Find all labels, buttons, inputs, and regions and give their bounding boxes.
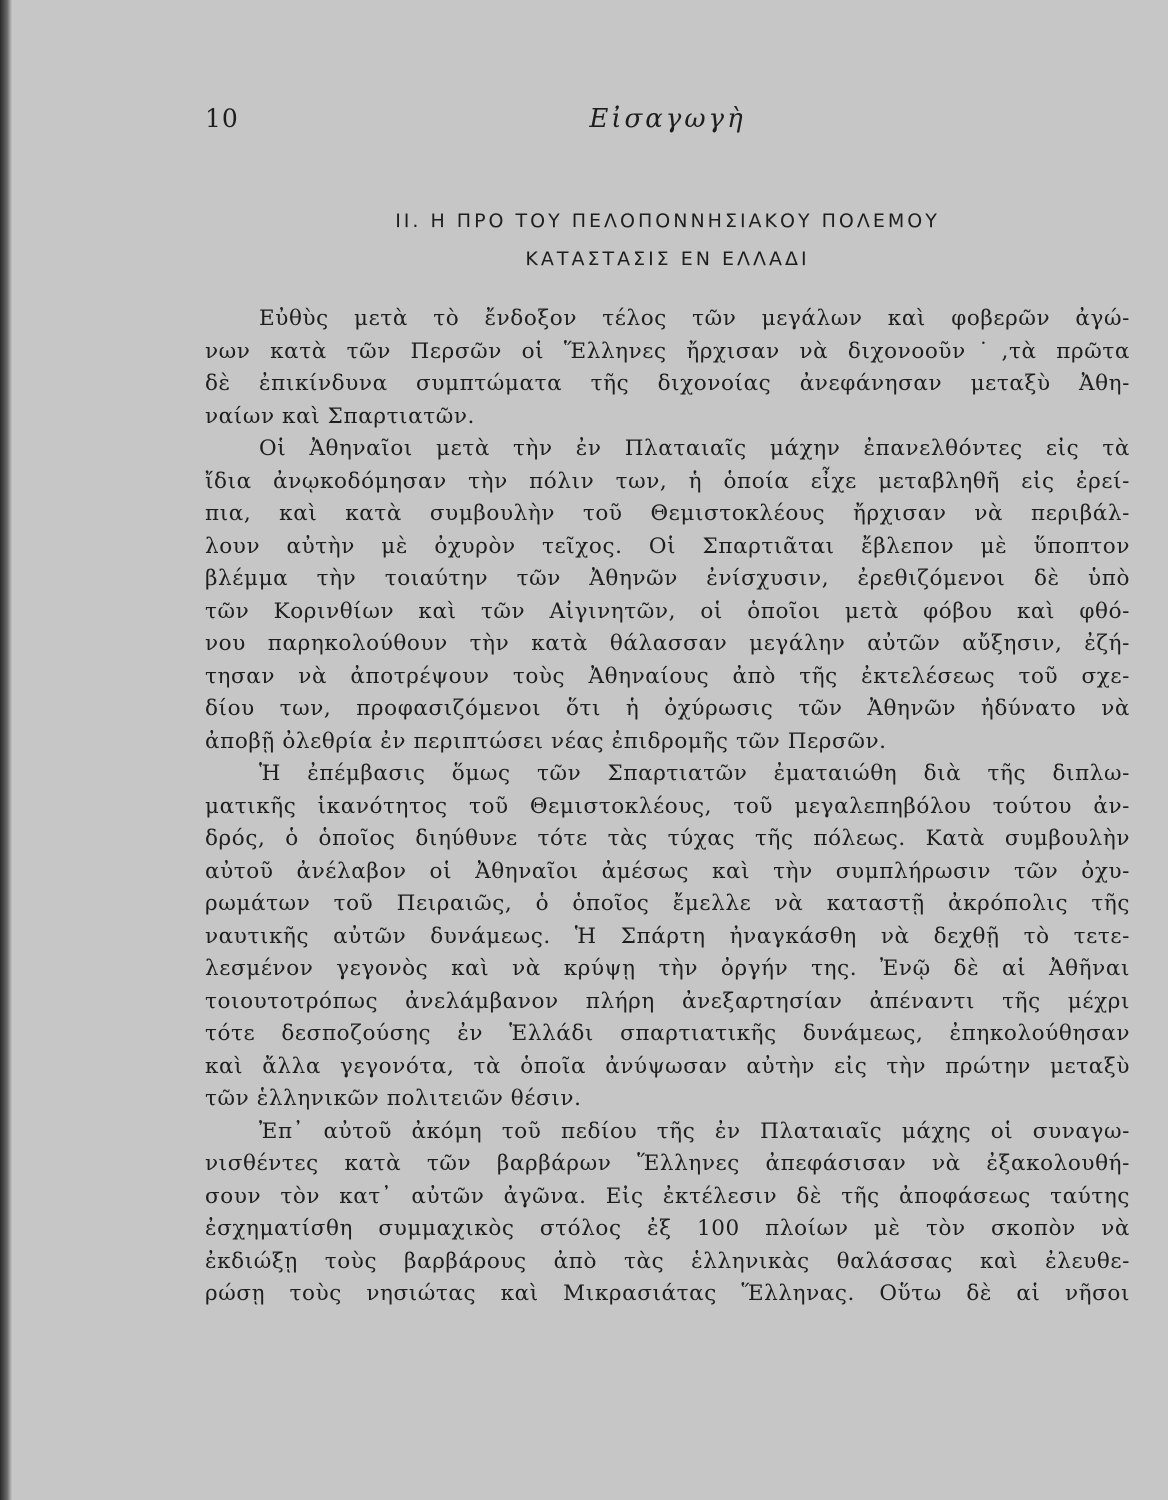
text-line: Εὐθὺς μετὰ τὸ ἔνδοξον τέλος τῶν μεγάλων καὶ φοβερῶν ἀγώ- <box>259 306 1130 331</box>
text-line: ναίων καὶ Σπαρτιατῶν. <box>205 403 475 429</box>
page-edge-shadow <box>0 0 12 1500</box>
text-line: δὲ ἐπικίνδυνα συμπτώματα τῆς διχονοίας ἀνεφάνησαν μεταξὺ Ἀθη- <box>205 371 1130 396</box>
text-line: τῶν Κορινθίων καὶ τῶν Αἰγινητῶν, οἱ ὁποῖοι μετὰ φόβου καὶ φθό- <box>205 598 1130 624</box>
text-line: λουν αὐτὴν μὲ ὀχυρὸν τεῖχος. Οἱ Σπαρτιᾶται ἔβλεπον μὲ ὕποπτον <box>205 533 1130 559</box>
text-line: νου παρηκολούθουν τὴν κατὰ θάλασσαν μεγάλην αὐτῶν αὔξησιν, ἐζή- <box>205 631 1130 656</box>
text-line: πια, καὶ κατὰ συμβουλὴν τοῦ Θεμιστοκλέους ἤρχισαν νὰ περιβάλ- <box>205 501 1130 526</box>
text-line: βλέμμα τὴν τοιαύτην τῶν Ἀθηνῶν ἐνίσχυσιν, ἐρεθιζόμενοι δὲ ὑπὸ <box>205 566 1130 591</box>
text-line: τῶν ἑλληνικῶν πολιτειῶν θέσιν. <box>205 1086 582 1111</box>
text-line: τότε δεσποζούσης ἐν Ἑλλάδι σπαρτιατικῆς δυνάμεως, ἐπηκολούθησαν <box>205 1021 1130 1046</box>
text-line: τησαν νὰ ἀποτρέψουν τοὺς Ἀθηναίους ἀπὸ τῆς ἐκτελέσεως τοῦ σχε- <box>205 663 1130 689</box>
body-text <box>205 303 1130 1311</box>
text-line: ἴδια ἀνῳκοδόμησαν τὴν πόλιν των, ἡ ὁποία εἶχε μεταβληθῆ εἰς ἐρεί- <box>205 468 1130 494</box>
running-title: Εἰσαγωγὴ <box>589 104 746 134</box>
text-line: Ἡ ἐπέμβασις ὅμως τῶν Σπαρτιατῶν ἐματαιώθη διὰ τῆς διπλω- <box>259 761 1130 786</box>
text-line: νισθέντες κατὰ τῶν βαρβάρων Ἕλληνες ἀπεφάσισαν νὰ ἐξακολουθή- <box>205 1151 1130 1176</box>
text-line: λεσμένον γεγονὸς καὶ νὰ κρύψῃ τὴν ὀργήν της. Ἐνῷ δὲ αἱ Ἀθῆναι <box>205 956 1130 981</box>
text-line: καὶ ἄλλα γεγονότα, τὰ ὁποῖα ἀνύψωσαν αὐτὴν εἰς τὴν πρώτην μεταξὺ <box>205 1053 1130 1079</box>
page-number: 10 <box>205 104 239 133</box>
text-line: δρός, ὁ ὁποῖος διηύθυνε τότε τὰς τύχας τῆς πόλεως. Κατὰ συμβουλὴν <box>205 826 1130 851</box>
text-line: αὐτοῦ ἀνέλαβον οἱ Ἀθηναῖοι ἀμέσως καὶ τὴν συμπλήρωσιν τῶν ὀχυ- <box>205 858 1130 884</box>
text-line: ἐκδιώξῃ τοὺς βαρβάρους ἀπὸ τὰς ἑλληνικὰς θαλάσσας καὶ ἐλευθε- <box>205 1248 1130 1274</box>
text-line: ἀποβῇ ὀλεθρία ἐν περιπτώσει νέας ἐπιδρομῆς τῶν Περσῶν. <box>205 728 887 754</box>
text-line: ρωμάτων τοῦ Πειραιῶς, ὁ ὁποῖος ἔμελλε νὰ καταστῇ ἀκρόπολις τῆς <box>205 891 1130 916</box>
text-line: νων κατὰ τῶν Περσῶν οἱ Ἕλληνες ἤρχισαν νὰ διχονοοῦν˙,τὰ πρῶτα <box>205 338 1130 364</box>
text-line: ναυτικῆς αὐτῶν δυνάμεως. Ἡ Σπάρτη ἠναγκάσθη νὰ δεχθῇ τὸ τετε- <box>205 923 1130 949</box>
running-head <box>205 104 1130 138</box>
text-line: δίου των, προφασιζόμενοι ὅτι ἡ ὀχύρωσις τῶν Ἀθηνῶν ἠδύνατο νὰ <box>205 696 1130 721</box>
text-line: τοιουτοτρόπως ἀνελάμβανον πλήρη ἀνεξαρτησίαν ἀπέναντι τῆς μέχρι <box>205 988 1130 1014</box>
text-line: Οἱ Ἀθηναῖοι μετὰ τὴν ἐν Πλαταιαῖς μάχην ἐπανελθόντες εἰς τὰ <box>259 436 1130 461</box>
chapter-heading-line-2: ΚΑΤΑΣΤΑΣΙΣ ΕΝ ΕΛΛΑΔΙ <box>525 248 810 270</box>
chapter-heading-line-1: ΙΙ. Η ΠΡΟ ΤΟΥ ΠΕΛΟΠΟΝΝΗΣΙΑΚΟΥ ΠΟΛΕΜΟΥ <box>395 210 940 232</box>
text-line: σουν τὸν κατ᾿ αὐτῶν ἀγῶνα. Εἰς ἐκτέλεσιν δὲ τῆς ἀποφάσεως ταύτης <box>205 1183 1130 1209</box>
text-line: ρώσῃ τοὺς νησιώτας καὶ Μικρασιάτας Ἕλληνας. Οὕτω δὲ αἱ νῆσοι <box>205 1281 1130 1306</box>
chapter-heading <box>205 202 1130 278</box>
text-line: ματικῆς ἱκανότητος τοῦ Θεμιστοκλέους, τοῦ μεγαλεπηβόλου τούτου ἀν- <box>205 793 1130 819</box>
text-line: ἐσχηματίσθη συμμαχικὸς στόλος ἐξ 100 πλοίων μὲ τὸν σκοπὸν νὰ <box>205 1216 1130 1241</box>
text-line: Ἐπ᾿ αὐτοῦ ἀκόμη τοῦ πεδίου τῆς ἐν Πλαταιαῖς μάχης οἱ συναγω- <box>259 1118 1130 1144</box>
